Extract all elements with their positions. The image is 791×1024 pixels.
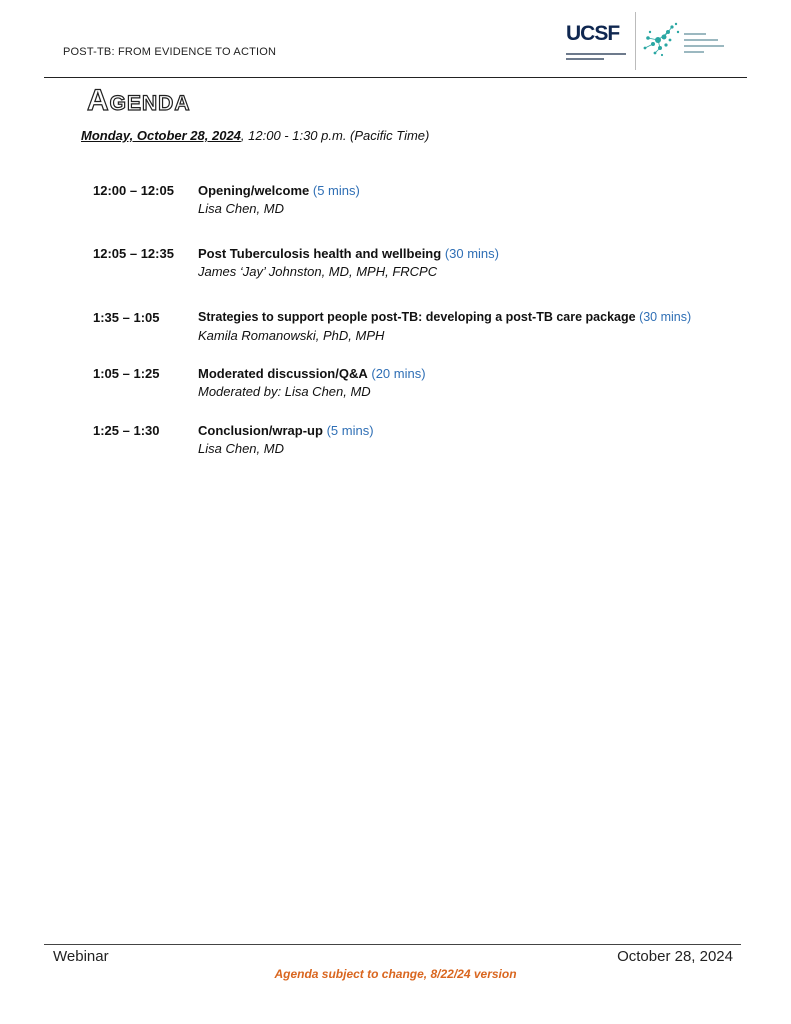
agenda-item-duration: (30 mins)	[444, 246, 499, 261]
footer-divider	[44, 944, 741, 945]
agenda-item-title: Conclusion/wrap-up	[198, 423, 323, 438]
ucsf-logo: UCSF	[566, 22, 620, 45]
agenda-item-speaker: Moderated by: Lisa Chen, MD	[198, 384, 371, 399]
footer-date: October 28, 2024	[617, 948, 733, 965]
header-logos	[562, 12, 742, 70]
agenda-item-speaker: James ‘Jay’ Johnston, MD, MPH, FRCPC	[198, 264, 438, 279]
agenda-item-speaker: Lisa Chen, MD	[198, 201, 284, 216]
header-title: POST-TB: FROM EVIDENCE TO ACTION	[63, 46, 277, 58]
agenda-item-title: Strategies to support people post-TB: developing a post-TB care package	[198, 310, 636, 324]
agenda-item-time: 1:25 – 1:30	[93, 423, 160, 438]
agenda-item-time: 12:00 – 12:05	[93, 183, 174, 198]
footer-event-type: Webinar	[53, 948, 109, 965]
curry-center-logo-text	[684, 33, 724, 57]
agenda-date-line	[81, 128, 429, 143]
agenda-item-title: Post Tuberculosis health and wellbeing	[198, 246, 442, 261]
agenda-item-duration: (30 mins)	[639, 310, 692, 324]
logo-divider	[635, 12, 636, 70]
agenda-item-duration: (5 mins)	[312, 183, 360, 198]
agenda-time-range: , 12:00 - 1:30 p.m. (Pacific Time)	[240, 128, 430, 143]
header-divider	[44, 77, 747, 78]
agenda-item-title: Opening/welcome	[198, 183, 310, 198]
curry-center-logo-icon	[640, 20, 688, 60]
agenda-heading: Agenda	[87, 84, 191, 117]
footer-version-note: Agenda subject to change, 8/22/24 version	[274, 967, 517, 981]
ucsf-logo-subtext	[566, 58, 604, 60]
agenda-date: Monday, October 28, 2024	[81, 128, 241, 143]
agenda-item-duration: (5 mins)	[326, 423, 374, 438]
agenda-item-time: 12:05 – 12:35	[93, 246, 174, 261]
agenda-item-time: 1:35 – 1:05	[93, 310, 160, 325]
agenda-item-title: Moderated discussion/Q&A	[198, 366, 368, 381]
agenda-item-duration: (20 mins)	[371, 366, 426, 381]
ucsf-logo-subtext	[566, 53, 626, 55]
agenda-item-speaker: Lisa Chen, MD	[198, 441, 284, 456]
agenda-item-speaker: Kamila Romanowski, PhD, MPH	[198, 328, 385, 343]
agenda-item-time: 1:05 – 1:25	[93, 366, 160, 381]
